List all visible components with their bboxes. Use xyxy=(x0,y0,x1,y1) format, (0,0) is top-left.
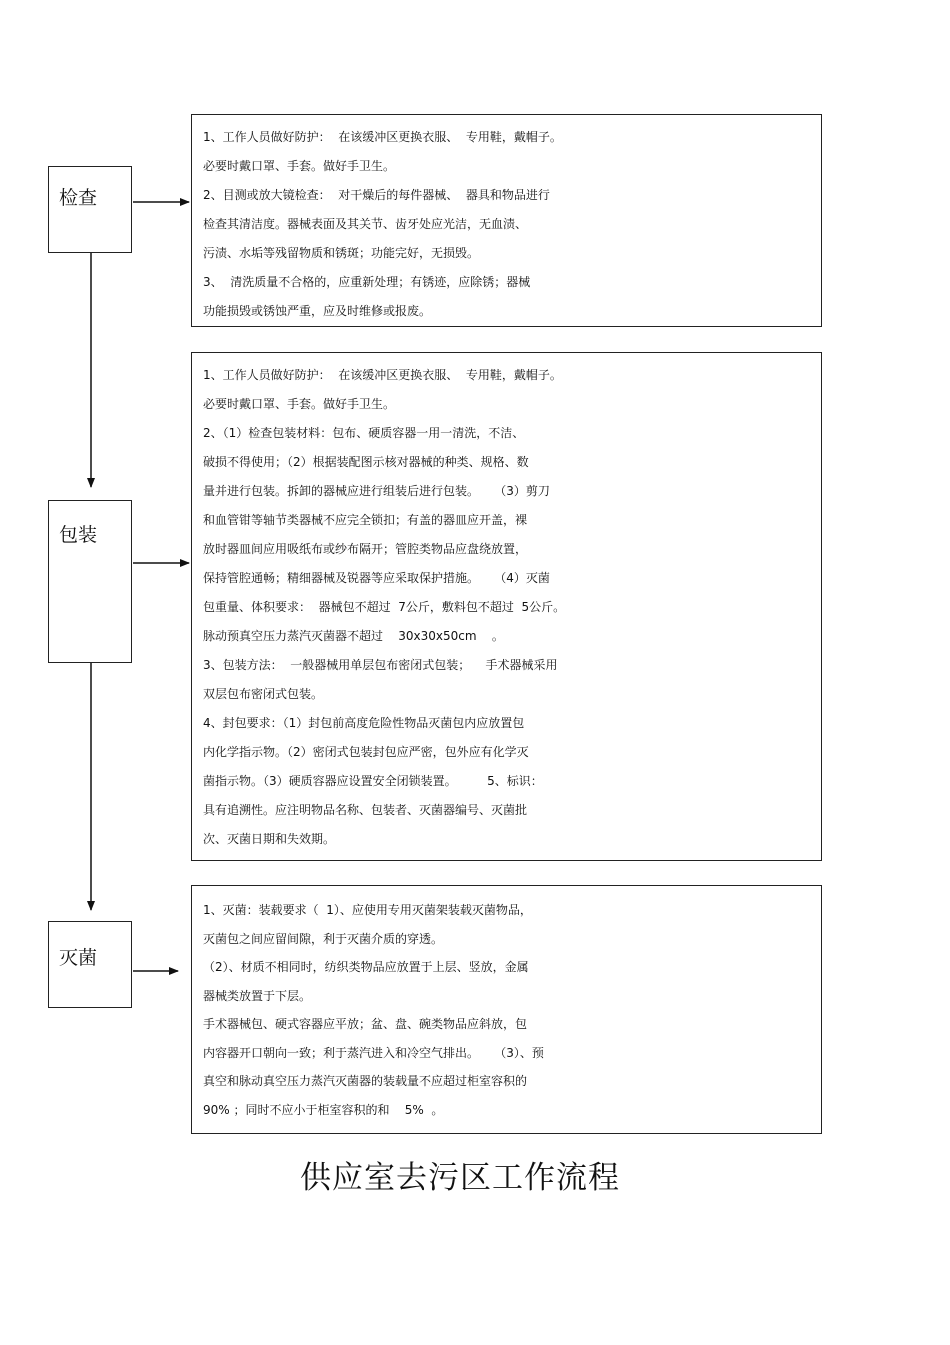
step-box-pack xyxy=(48,500,132,663)
step-label-pack: 包装 xyxy=(59,524,98,546)
detail-line: 4、封包要求：（1）封包前高度危险性物品灭菌包内应放置包 xyxy=(203,716,525,730)
detail-line: 器械类放置于下层。 xyxy=(203,988,312,1003)
detail-line: 包重量、体积要求： 器械包不超过 7公斤，敷料包不超过 5公斤。 xyxy=(203,600,566,614)
detail-box-pack xyxy=(191,352,822,861)
detail-line: 1、工作人员做好防护： 在该缓冲区更换衣服、 专用鞋，戴帽子。 xyxy=(203,368,562,382)
detail-box-inspect xyxy=(191,114,822,327)
detail-line: 量并进行包装。拆卸的器械应进行组装后进行包装。 （3）剪刀 xyxy=(203,484,550,498)
step-label-inspect: 检查 xyxy=(59,187,98,209)
detail-line: 必要时戴口罩、手套。做好手卫生。 xyxy=(203,159,396,173)
detail-line: 灭菌包之间应留间隙，利于灭菌介质的穿透。 xyxy=(203,931,444,946)
page-title: 供应室去污区工作流程 xyxy=(300,1160,620,1196)
detail-line: 检查其清洁度。器械表面及其关节、齿牙处应光洁，无血渍、 xyxy=(203,217,528,231)
detail-line: 必要时戴口罩、手套。做好手卫生。 xyxy=(203,397,396,411)
detail-line: 1、工作人员做好防护： 在该缓冲区更换衣服、 专用鞋，戴帽子。 xyxy=(203,130,562,144)
detail-line: 手术器械包、硬式容器应平放；盆、盘、碗类物品应斜放，包 xyxy=(203,1017,528,1031)
detail-line: 脉动预真空压力蒸汽灭菌器不超过 30x30x50cm 。 xyxy=(203,629,504,643)
detail-line: 污渍、水垢等残留物质和锈斑；功能完好，无损毁。 xyxy=(203,246,480,260)
detail-line: 内化学指示物。（2）密闭式包装封包应严密，包外应有化学灭 xyxy=(203,745,529,759)
detail-line: （2）、材质不相同时，纺织类物品应放置于上层、竖放，金属 xyxy=(203,960,529,974)
detail-line: 保持管腔通畅；精细器械及锐器等应采取保护措施。 （4）灭菌 xyxy=(203,571,550,585)
detail-line: 次、灭菌日期和失效期。 xyxy=(203,832,336,846)
detail-line: 1、灭菌：装载要求（ 1）、应使用专用灭菌架装载灭菌物品， xyxy=(203,903,532,917)
step-label-sterilize: 灭菌 xyxy=(59,947,98,969)
detail-line: 功能损毁或锈蚀严重，应及时维修或报废。 xyxy=(203,304,432,318)
detail-line: 3、包装方法： 一般器械用单层包布密闭式包装； 手术器械采用 xyxy=(203,658,558,672)
detail-line: 2、目测或放大镜检查： 对干燥后的每件器械、 器具和物品进行 xyxy=(203,188,550,202)
detail-line: 菌指示物。（3）硬质容器应设置安全闭锁装置。 5、标识： xyxy=(203,774,543,788)
detail-line: 真空和脉动真空压力蒸汽灭菌器的装载量不应超过柜室容积的 xyxy=(203,1074,528,1088)
detail-line: 破损不得使用；（2）根据装配图示核对器械的种类、规格、数 xyxy=(203,455,529,469)
detail-box-sterilize xyxy=(191,885,822,1134)
step-box-sterilize xyxy=(48,921,132,1008)
step-box-inspect xyxy=(48,166,132,253)
detail-line: 放时器皿间应用吸纸布或纱布隔开；管腔类物品应盘绕放置， xyxy=(203,542,528,556)
detail-line: 和血管钳等轴节类器械不应完全锁扣；有盖的器皿应开盖，裸 xyxy=(203,513,528,527)
detail-line: 内容器开口朝向一致；利于蒸汽进入和冷空气排出。 （3）、预 xyxy=(203,1045,544,1060)
detail-line: 具有追溯性。应注明物品名称、包装者、灭菌器编号、灭菌批 xyxy=(203,803,528,817)
detail-line: 双层包布密闭式包装。 xyxy=(203,687,324,701)
detail-line: 3、 清洗质量不合格的，应重新处理；有锈迹，应除锈；器械 xyxy=(203,275,531,289)
detail-line: 90% ；同时不应小于柜室容积的和 5% 。 xyxy=(203,1102,444,1117)
detail-line: 2、（1）检查包装材料：包布、硬质容器一用一清洗，不洁、 xyxy=(203,426,525,440)
